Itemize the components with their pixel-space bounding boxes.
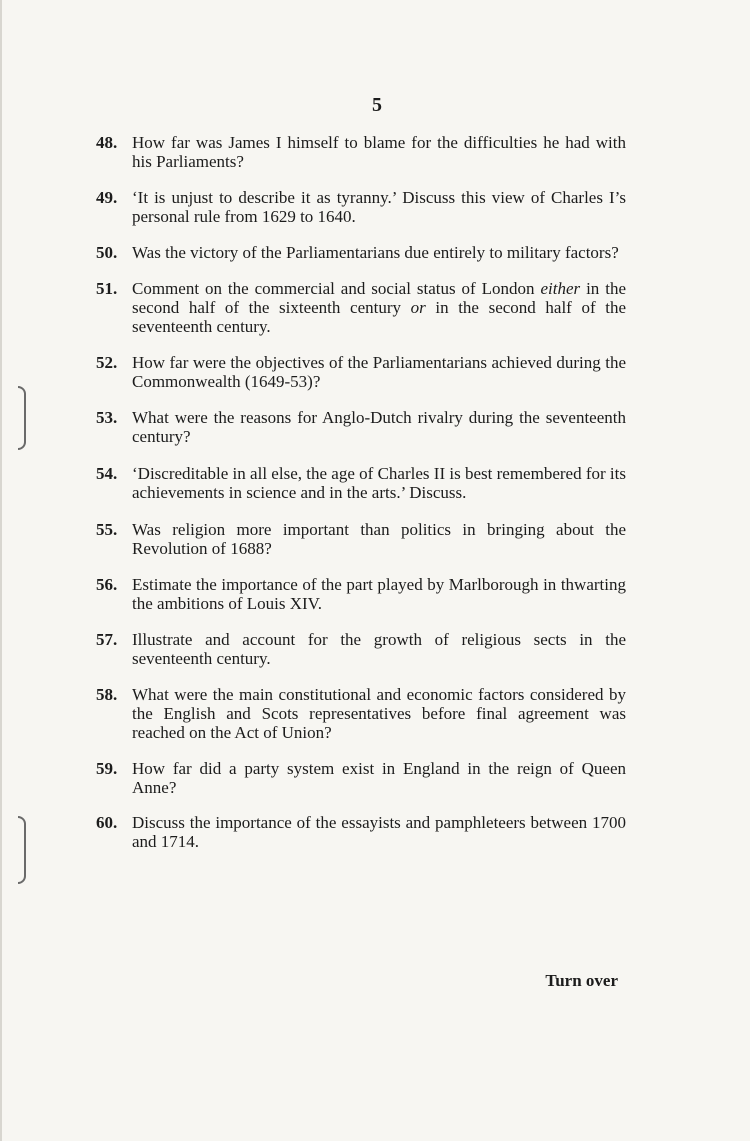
question-item — [96, 575, 626, 613]
question-text: Estimate the importance of the part played by Marlborough in thwarting the ambitions of Louis XIV. — [132, 575, 626, 613]
question-text: Illustrate and account for the growth of religious sects in the seventeenth century. — [132, 630, 626, 668]
text-segment: Comment on the commercial and social status of London — [132, 279, 541, 298]
question-item — [96, 464, 626, 502]
binding-staple-bottom — [18, 816, 26, 884]
question-number: 52. — [96, 353, 118, 372]
question-item — [96, 630, 626, 668]
question-number: 59. — [96, 759, 118, 778]
question-item — [96, 133, 626, 171]
question-text: How far was James I himself to blame for the difficulties he had with his Parliaments? — [132, 133, 626, 171]
emphasis-text: either — [540, 279, 581, 298]
question-item — [96, 243, 626, 262]
question-number: 50. — [96, 243, 118, 262]
question-item — [96, 520, 626, 558]
question-number: 55. — [96, 520, 118, 539]
binding-staple-top — [18, 386, 26, 450]
question-item — [96, 408, 626, 446]
question-text: What were the reasons for Anglo-Dutch rivalry during the seventeenth century? — [132, 408, 626, 446]
emphasis-text: or — [410, 298, 426, 317]
question-number: 53. — [96, 408, 118, 427]
turn-over-label: Turn over — [545, 971, 618, 990]
question-text: How far were the objectives of the Parliamentarians achieved during the Commonwealth (1649-53)? — [132, 353, 626, 391]
question-number: 48. — [96, 133, 118, 152]
question-item — [96, 279, 626, 336]
question-item — [96, 188, 626, 226]
question-number: 51. — [96, 279, 118, 298]
question-number: 56. — [96, 575, 118, 594]
question-item — [96, 685, 626, 742]
question-text: How far did a party system exist in England in the reign of Queen Anne? — [132, 759, 626, 797]
question-number: 58. — [96, 685, 118, 704]
question-text: Was the victory of the Parliamentarians due entirely to military factors? — [132, 243, 619, 262]
question-list — [96, 133, 626, 851]
text-segment: in the second half of the sixteenth century — [132, 279, 626, 317]
question-text — [132, 279, 626, 336]
question-text: What were the main constitutional and economic factors considered by the English and Scots representatives before final agreement was reached on the Act of Union? — [132, 685, 626, 742]
question-number: 60. — [96, 813, 118, 832]
question-number: 54. — [96, 464, 118, 483]
question-text: Was religion more important than politics in bringing about the Revolution of 1688? — [132, 520, 626, 558]
question-text: ‘Discreditable in all else, the age of Charles II is best remembered for its achievements in science and in the arts.’ Discuss. — [132, 464, 626, 502]
question-item — [96, 759, 626, 797]
text-segment: in the second half of the seventeenth century. — [132, 298, 627, 336]
page-number: 5 — [372, 94, 382, 116]
question-number: 49. — [96, 188, 118, 207]
question-text: Discuss the importance of the essayists and pamphleteers between 1700 and 1714. — [132, 813, 626, 851]
question-item — [96, 353, 626, 391]
question-item — [96, 813, 626, 851]
question-number: 57. — [96, 630, 118, 649]
question-text: ‘It is unjust to describe it as tyranny.’ Discuss this view of Charles I’s personal rule from 1629 to 1640. — [132, 188, 626, 226]
